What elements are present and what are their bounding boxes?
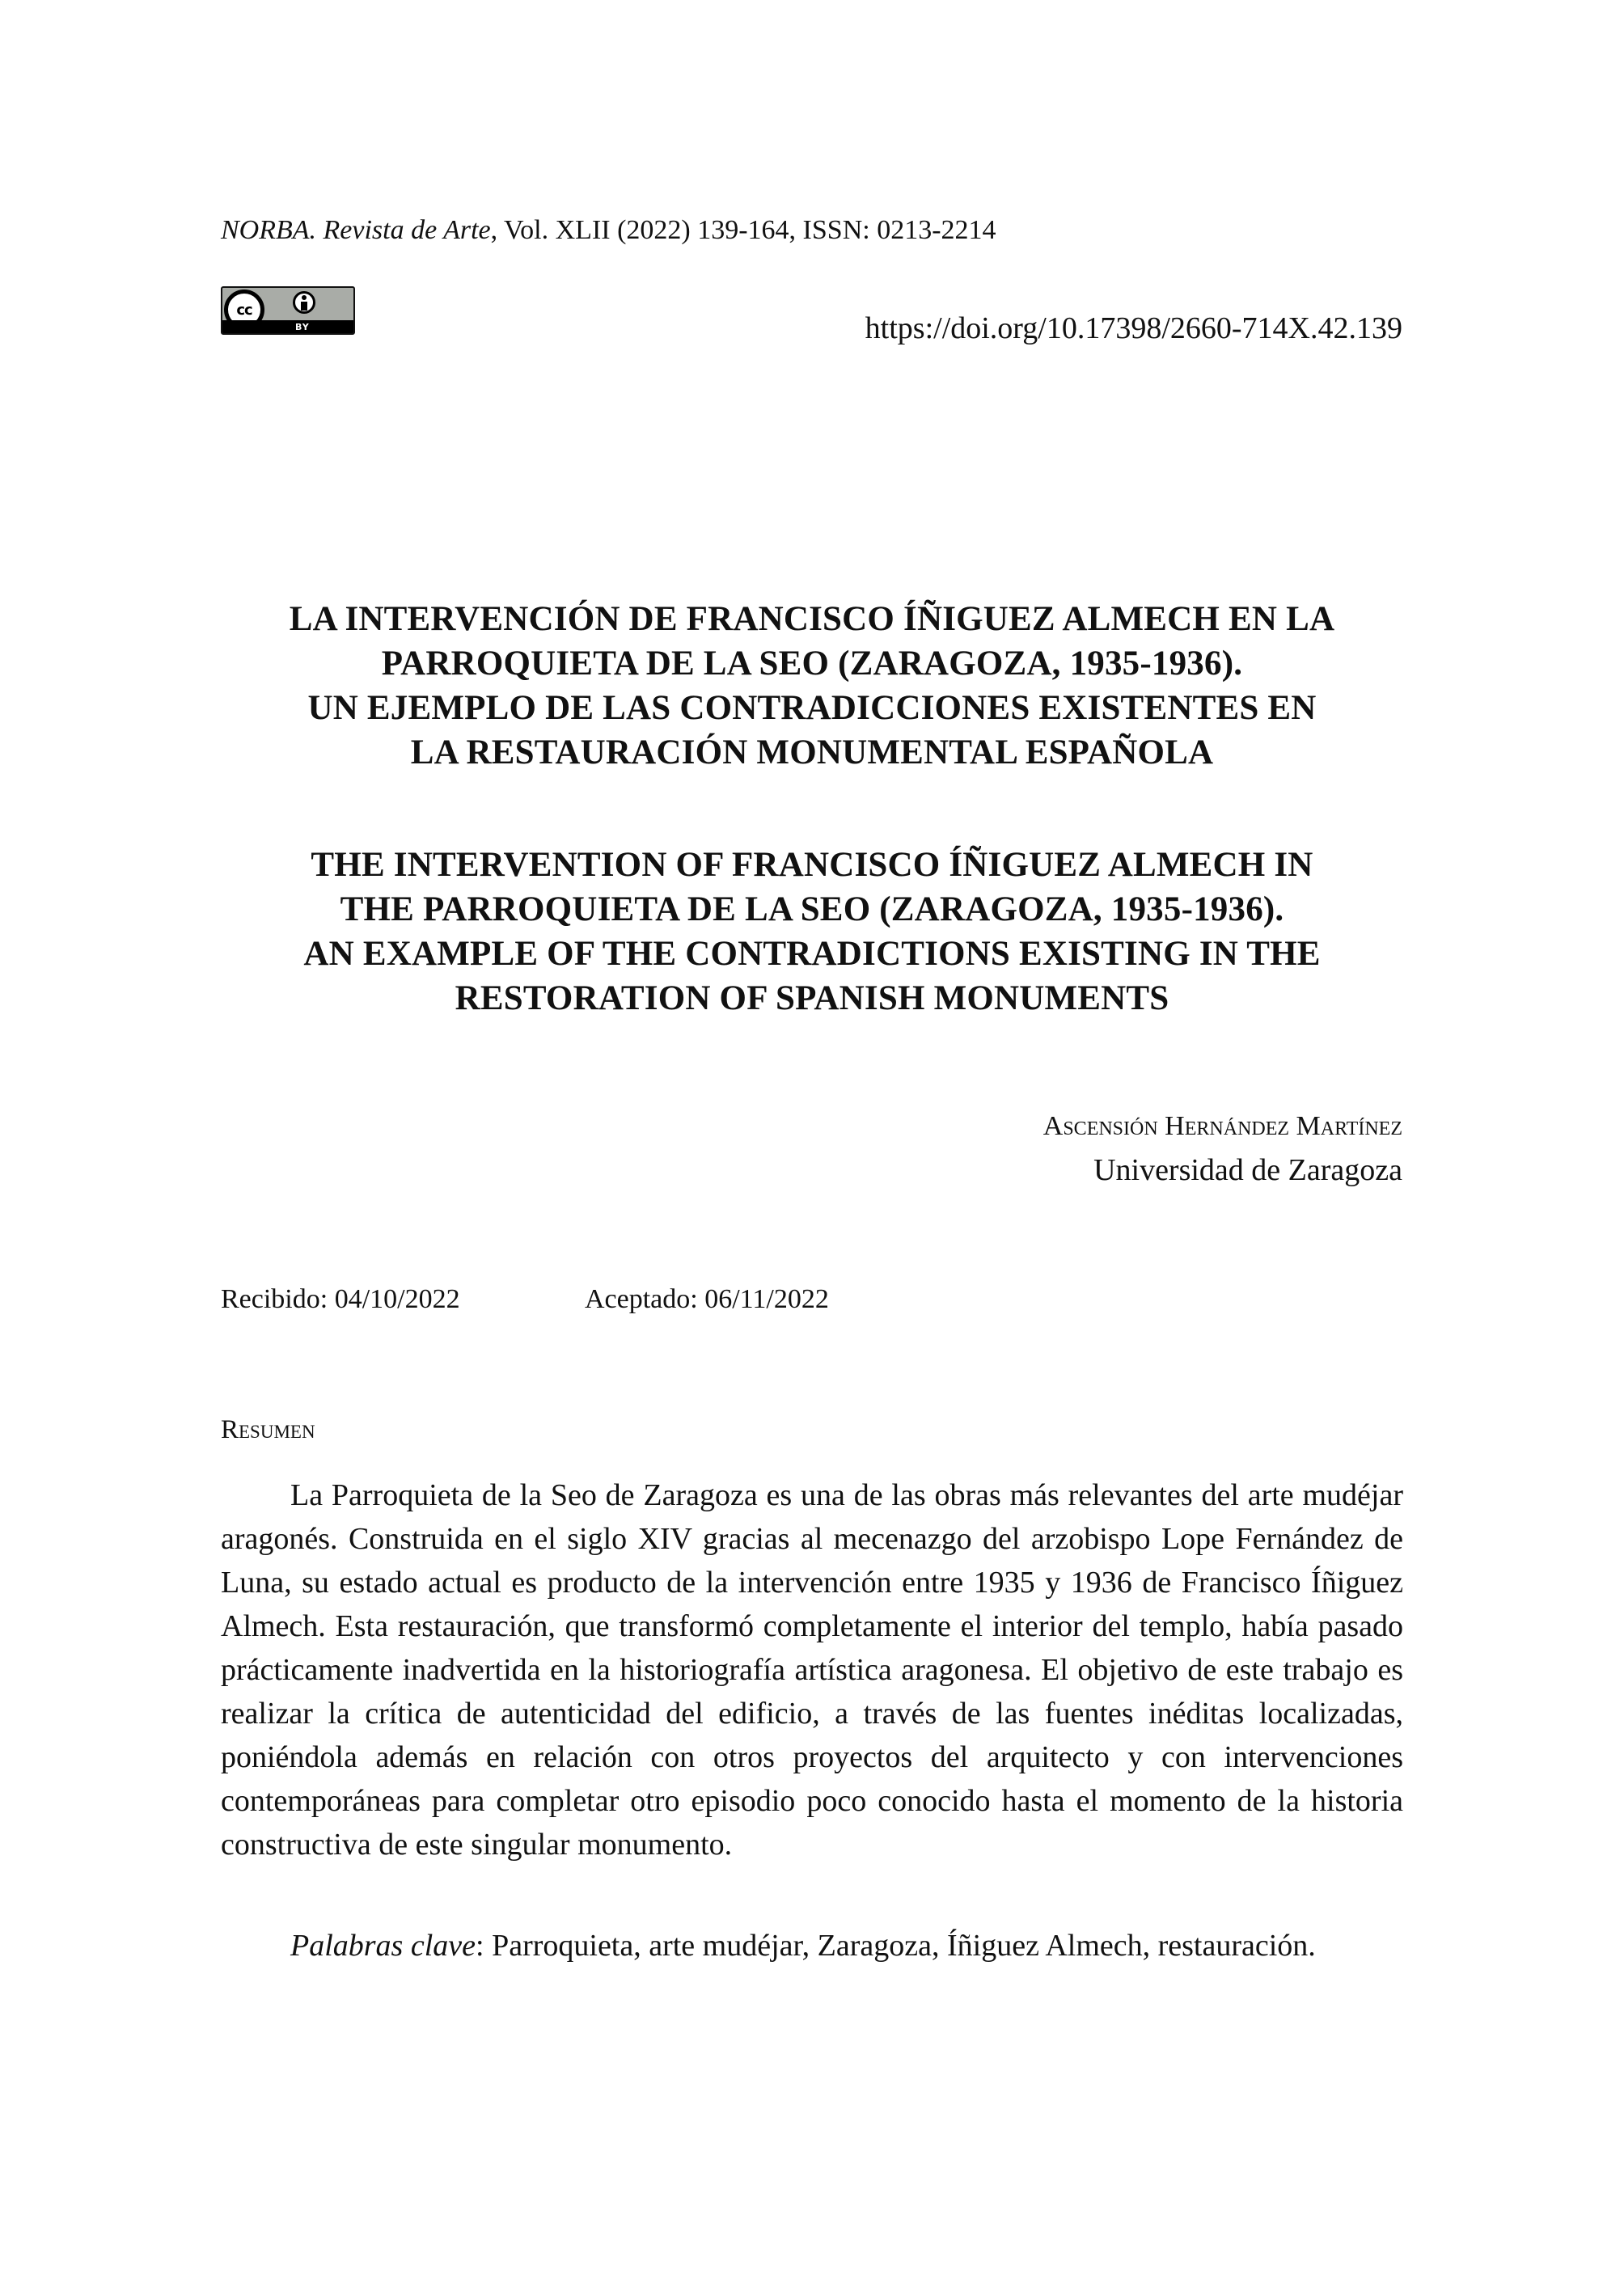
article-title-spanish: [202, 597, 1422, 775]
title-line: UN EJEMPLO DE LAS CONTRADICCIONES EXISTENTES EN: [307, 689, 1317, 727]
journal-volume-issn: , Vol. XLII (2022) 139-164, ISSN: 0213-2214: [490, 215, 996, 245]
submission-dates: [221, 1284, 829, 1315]
by-strip: [222, 320, 353, 333]
article-title-english: [202, 843, 1422, 1021]
by-label: BY: [295, 322, 310, 332]
title-line: PARROQUIETA DE LA SEO (ZARAGOZA, 1935-1936).: [381, 645, 1243, 683]
accepted-date: Aceptado: 06/11/2022: [585, 1284, 829, 1314]
cc-by-license-badge[interactable]: [221, 286, 355, 335]
doi-link[interactable]: https://doi.org/10.17398/2660-714X.42.139: [865, 311, 1402, 345]
title-line: RESTORATION OF SPANISH MONUMENTS: [455, 979, 1169, 1017]
title-line: THE INTERVENTION OF FRANCISCO ÍÑIGUEZ ALMECH IN: [311, 846, 1313, 884]
title-line: LA INTERVENCIÓN DE FRANCISCO ÍÑIGUEZ ALMECH EN LA: [289, 600, 1335, 638]
title-line: AN EXAMPLE OF THE CONTRADICTIONS EXISTING IN THE: [303, 935, 1321, 973]
keywords-label: Palabras clave: [290, 1929, 476, 1963]
journal-citation: [221, 215, 996, 246]
received-date: Recibido: 04/10/2022: [221, 1284, 460, 1314]
author-affiliation: Universidad de Zaragoza: [1093, 1153, 1402, 1187]
keywords-list: : Parroquieta, arte mudéjar, Zaragoza, Íñiguez Almech, restauración.: [476, 1929, 1316, 1963]
abstract-heading: Resumen: [221, 1415, 315, 1444]
journal-name: NORBA. Revista de Arte: [221, 215, 491, 245]
title-line: THE PARROQUIETA DE LA SEO (ZARAGOZA, 1935-1936).: [340, 890, 1284, 928]
attribution-person-icon: [293, 291, 315, 314]
keywords: [221, 1924, 1403, 1968]
author-name: Ascensión Hernández Martínez: [1042, 1111, 1402, 1141]
title-line: LA RESTAURACIÓN MONUMENTAL ESPAÑOLA: [410, 733, 1214, 771]
cc-icon: cc: [224, 290, 264, 330]
abstract-text: La Parroquieta de la Seo de Zaragoza es una de las obras más relevantes del arte mudéjar aragonés. Construida en el siglo XIV gracias al mecenazgo del arzobispo Lope Fernández de Luna, su estado actual es producto de la intervención entre 1935 y 1936 de Francisco Íñiguez Almech. Esta restauración, que transformó completamente el interior del templo, había pasado prácticamente inadvertida en la historiografía artística aragonesa. El objetivo de este trabajo es realizar la crítica de autenticidad del edificio, a través de las fuentes inéditas localizadas, poniéndola además en relación con otros proyectos del arquitecto y con intervenciones contemporáneas para completar otro episodio poco conocido hasta el momento de la historia constructiva de este singular monumento.: [221, 1478, 1403, 1862]
